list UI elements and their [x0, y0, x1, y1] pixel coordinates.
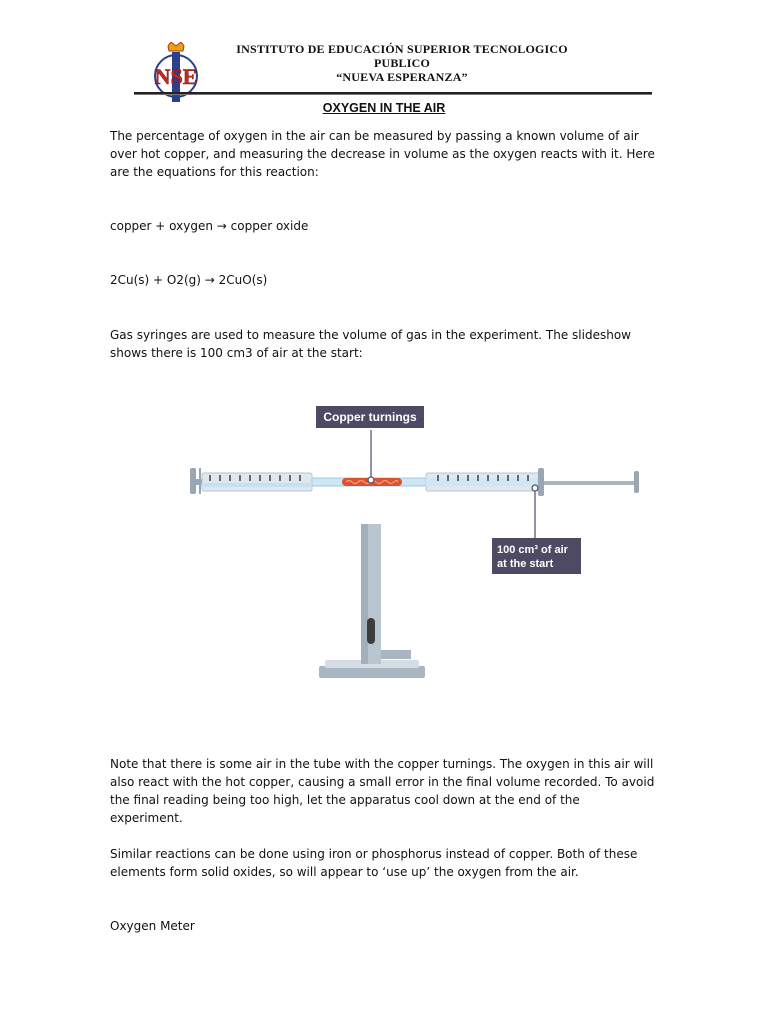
note-paragraph: Note that there is some air in the tube with the copper turnings. The oxygen in this air will also react with the hot copper, causing a small error in the final volume recorded. To avoid the final reading being too high, let the apparatus cool down at the end of the experiment.: [110, 757, 655, 825]
copper-turnings-label: [316, 406, 424, 483]
air-volume-label: [492, 485, 581, 574]
similar-reactions-paragraph: Similar reactions can be done using iron or phosphorus instead of copper. Both of these elements form solid oxides, so will appear to ‘use up’ the oxygen from the air.: [110, 847, 638, 879]
apparatus-diagram: [180, 398, 660, 688]
syringe-paragraph: Gas syringes are used to measure the volume of gas in the experiment. The slideshow shows there is 100 cm3 of air at the start:: [110, 328, 631, 360]
institution-name-line2: PUBLICO: [373, 56, 431, 70]
institution-logo: [148, 42, 204, 104]
air-volume-label-line1: 100 cm³ of air: [497, 544, 568, 556]
institution-name-line3: “NUEVA ESPERANZA”: [336, 70, 468, 84]
oxygen-meter-heading: Oxygen Meter: [110, 919, 195, 933]
symbol-equation: 2Cu(s) + O2(g) → 2CuO(s): [110, 273, 268, 287]
crown-icon: [168, 42, 184, 51]
logo-letters: NSE: [154, 64, 198, 89]
page-title: OXYGEN IN THE AIR: [322, 101, 446, 115]
institution-name-line1: INSTITUTO DE EDUCACIÓN SUPERIOR TECNOLOGICO: [236, 42, 568, 56]
bunsen-burner: [319, 524, 425, 678]
copper-turnings-label-text: Copper turnings: [323, 410, 417, 424]
letterhead: [200, 42, 604, 84]
header-divider: [134, 92, 652, 94]
air-volume-label-line2: at the start: [497, 558, 554, 570]
left-gas-syringe: [190, 468, 312, 494]
word-equation: copper + oxygen → copper oxide: [110, 219, 309, 233]
intro-paragraph: The percentage of oxygen in the air can be measured by passing a known volume of air over hot copper, and measuring the decrease in volume as the oxygen reacts with it. Here are the equations for this reaction:: [110, 129, 655, 179]
right-gas-syringe: [426, 468, 639, 496]
